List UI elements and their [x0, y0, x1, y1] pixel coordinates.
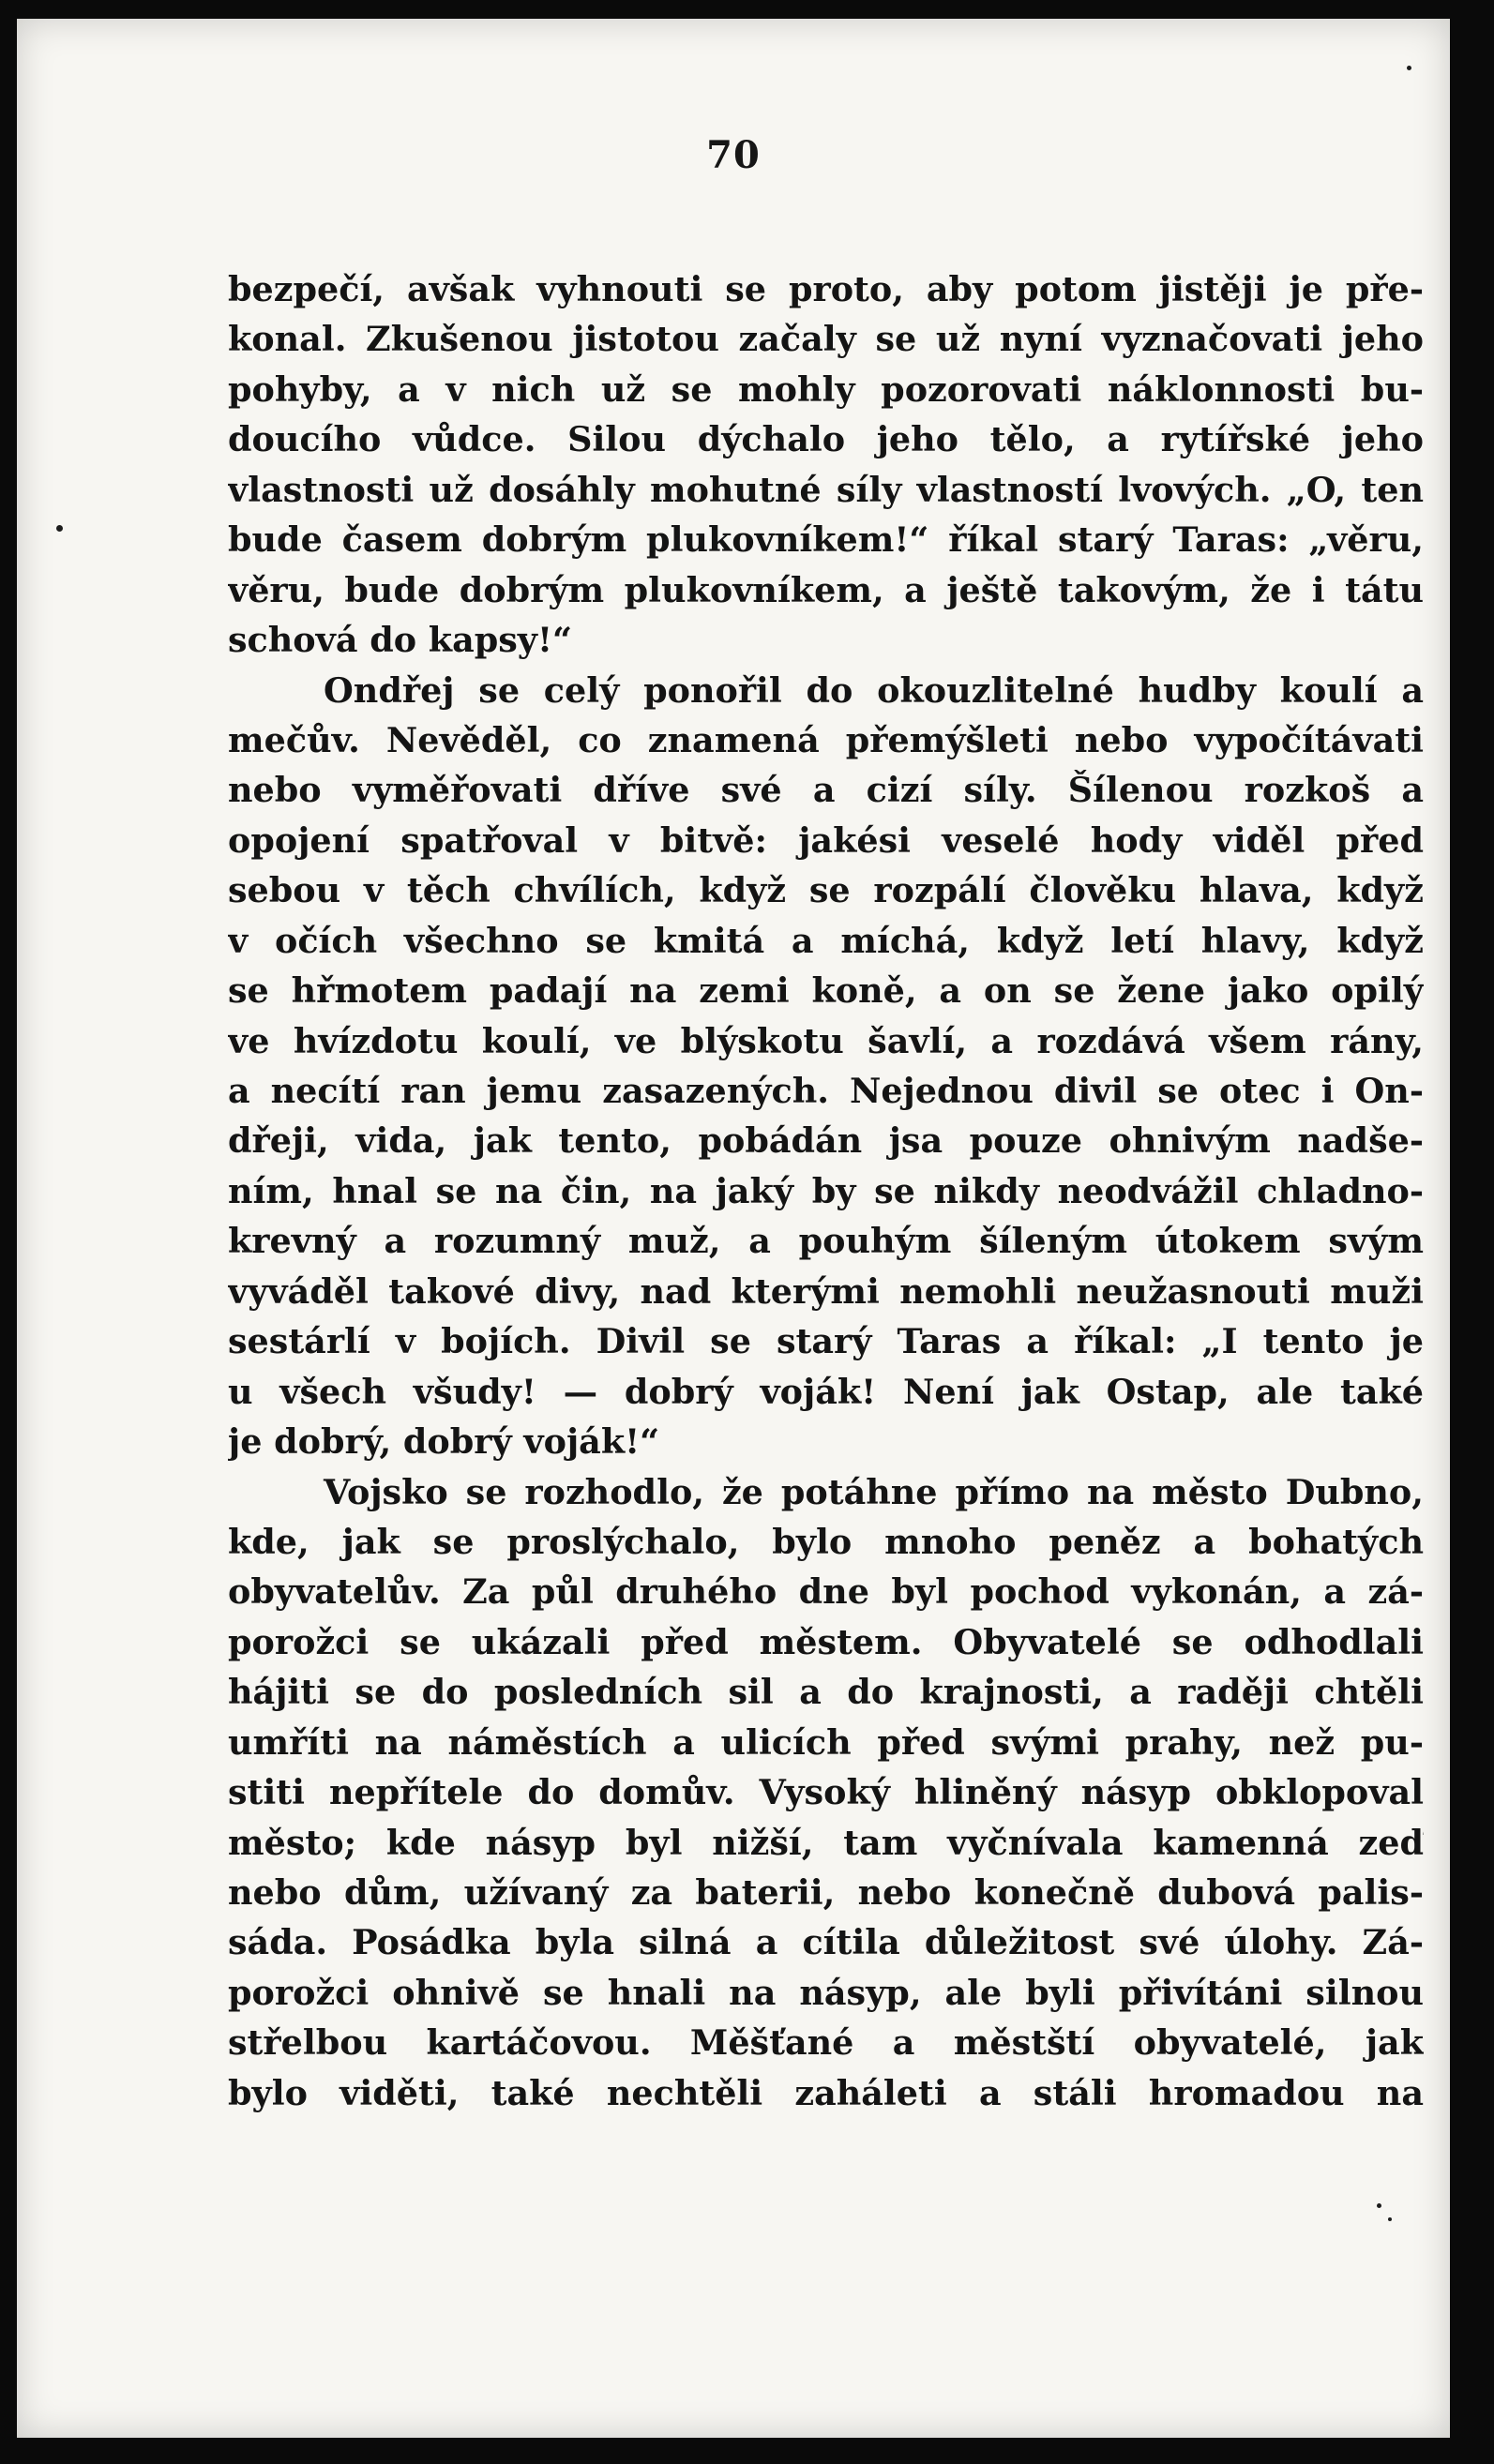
text-line: střelbou kartáčovou. Měšťané a městští obyvatelé, jak [228, 2022, 1424, 2064]
text-line: v očích všechno se kmitá a míchá, když letí hlavy, když [228, 920, 1424, 961]
text-line: porožci se ukázali před městem. Obyvatelé se odhodlali [228, 1621, 1424, 1662]
text-line: dřeji, vida, jak tento, pobádán jsa pouze ohnivým nadše- [228, 1120, 1424, 1162]
print-speck [1388, 2217, 1392, 2221]
text-line: sebou v těch chvílích, když se rozpálí člověku hlava, když [228, 870, 1424, 911]
text-line: nebo dům, užívaný za baterii, nebo konečně dubová palis- [228, 1872, 1424, 1913]
print-speck [56, 525, 63, 532]
text-line: bude časem dobrým plukovníkem!“ říkal starý Taras: „věru, [228, 519, 1424, 561]
text-line: ve hvízdotu koulí, ve blýskotu šavlí, a rozdává všem rány, [228, 1020, 1424, 1061]
body-text [228, 264, 1424, 2118]
text-line: obyvatelův. Za půl druhého dne byl pochod vykonán, a zá- [228, 1571, 1424, 1613]
text-line: město; kde násyp byl nižší, tam vyčnívala kamenná zeď [228, 1822, 1424, 1863]
text-line: se hřmotem padají na zemi koně, a on se žene jako opilý [228, 970, 1424, 1012]
paragraph-start-line: Ondřej se celý ponořil do okouzlitelné hudby koulí a [324, 669, 1424, 711]
text-line: ním, hnal se na čin, na jaký by se nikdy neodvážil chladno- [228, 1170, 1424, 1211]
text-line: pohyby, a v nich už se mohly pozorovati náklonnosti bu- [228, 368, 1424, 410]
text-line: je dobrý, dobrý voják!“ [228, 1421, 660, 1463]
print-speck [1407, 66, 1411, 70]
text-line: umříti na náměstích a ulicích před svými prahy, než pu- [228, 1721, 1424, 1763]
text-line: krevný a rozumný muž, a pouhým šíleným útokem svým [228, 1221, 1424, 1262]
text-line: doucího vůdce. Silou dýchalo jeho tělo, a rytířské jeho [228, 419, 1424, 460]
text-line: a necítí ran jemu zasazených. Nejednou divil se otec i On- [228, 1071, 1424, 1111]
text-line: opojení spatřoval v bitvě: jakési veselé hody viděl před [228, 819, 1424, 861]
print-speck [1377, 2203, 1381, 2208]
text-line: u všech všudy! — dobrý voják! Není jak Ostap, ale také [228, 1371, 1424, 1412]
text-line: stiti nepřítele do domův. Vysoký hliněný násyp obklopoval [228, 1772, 1424, 1813]
book-page [17, 19, 1450, 2438]
text-line: hájiti se do posledních sil a do krajnosti, a raději chtěli [228, 1672, 1424, 1713]
text-line: bezpečí, avšak vyhnouti se proto, aby potom jistěji je pře- [228, 269, 1424, 309]
text-line: konal. Zkušenou jistotou začaly se už nyní vyznačovati jeho [228, 319, 1424, 360]
paragraph-start-line: Vojsko se rozhodlo, že potáhne přímo na město Dubno, [324, 1471, 1424, 1512]
text-line: vlastnosti už dosáhly mohutné síly vlastností lvových. „O, ten [228, 469, 1424, 510]
text-line: sestárlí v bojích. Divil se starý Taras a říkal: „I tento je [228, 1321, 1424, 1362]
text-line: bylo viděti, také nechtěli zaháleti a stáli hromadou na [228, 2072, 1424, 2113]
text-line: schová do kapsy!“ [228, 620, 573, 661]
text-line: porožci ohnivě se hnali na násyp, ale byli přivítáni silnou [228, 1972, 1424, 2013]
text-line: kde, jak se proslýchalo, bylo mnoho peněz a bohatých [228, 1521, 1424, 1562]
text-line: mečův. Nevěděl, co znamená přemýšleti nebo vypočítávati [228, 719, 1424, 760]
text-line: vyváděl takové divy, nad kterými nemohli neužasnouti muži [228, 1270, 1424, 1312]
page-number: 70 [706, 133, 761, 177]
text-line: sáda. Posádka byla silná a cítila důležitost své úlohy. Zá- [228, 1922, 1424, 1963]
text-line: věru, bude dobrým plukovníkem, a ještě takovým, že i tátu [228, 569, 1424, 610]
text-line: nebo vyměřovati dříve své a cizí síly. Šílenou rozkoš a [228, 770, 1424, 811]
